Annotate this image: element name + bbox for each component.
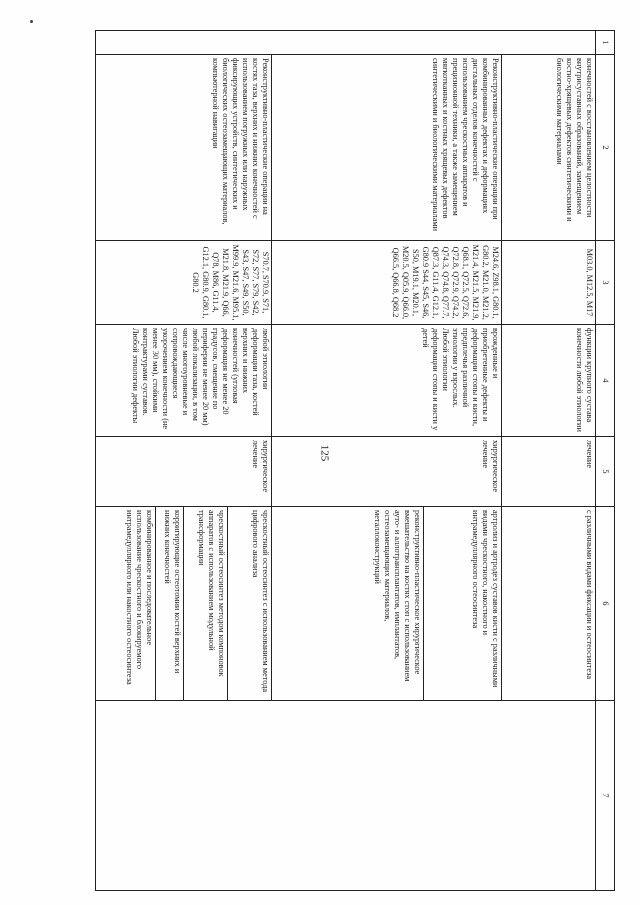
rotated-table-wrapper <box>95 30 615 890</box>
cell-method: Реконструктивно-пластические операции на костях таза, верхних и нижних конечностей с использованием погружных или наружных фиксирующих устройств, синтетических и биологических остеозамещающих материалов, компьютерной навигации <box>96 55 272 241</box>
cell-col7 <box>96 701 596 891</box>
cell-treatment-method: комбинированное и последовательное использование чрескостного и блокируемого интрамедуллярного или накостного остеосинтеза <box>96 507 156 701</box>
cell-col1 <box>96 31 596 55</box>
header-col-1: 1 <box>596 31 615 55</box>
cell-treatment-type: хирургическое лечение <box>272 437 502 507</box>
cell-treatment-method: корригирующие остеотомии костей верхних и нижних конечностей <box>156 507 184 701</box>
cell-method: конечностей с восстановлением целостности внутрисуставных образований, замещением костно-хрящевых дефектов синтетическими и биологическими материалами <box>502 55 596 241</box>
cell-condition: любой этиологии деформации таза, костей верхних и нижних конечностей (угловая деформация не менее 20 градусов, смещение по периферии не менее 20 мм) любой локализации, в том числе многоуровневые и сопровождающиеся укорочением конечности (не менее 30 мм), стойкими контрактурами суставов. Любой этиологии дефекты <box>96 325 272 437</box>
cell-treatment-type: хирургическое лечение <box>96 437 272 507</box>
cell-condition: врожденные и приобретенные дефекты и деформации стопы и кисти, предплечья различной этиологии у взрослых. Любой этиологии деформации стопы и кисти у детей <box>272 325 502 437</box>
header-row <box>596 31 615 891</box>
cell-icd-codes: M03.0, M12.5, M17 <box>502 241 596 325</box>
header-col-7: 7 <box>596 701 615 891</box>
header-col-2: 2 <box>596 55 615 241</box>
header-col-4: 4 <box>596 325 615 437</box>
table-row <box>502 31 596 891</box>
cell-treatment-method: чрескостный остеосинтез с использованием метода цифрового анализа <box>228 507 272 701</box>
cell-treatment-type: лечение <box>502 437 596 507</box>
cell-treatment-method: реконструктивно-пластическое хирургическое вмешательство на костях стоп с использованием ауто- и аллотрансплантатов, имплантатов, остеозамещающих материалов, металлоконструкций <box>272 507 424 701</box>
cell-icd-codes: S70.7, S70.9, S71, S72, S77, S79, S42, S43, S47, S49, S50, M99.9, M21.6, M95.1, M21.8, M21.9, Q66, Q78, M86, G11.4, G12.1, G80.9, G80.1, G80.2 <box>96 241 272 325</box>
scan-speck <box>30 20 33 23</box>
page-number: 125 <box>318 444 331 462</box>
medical-care-table <box>95 30 615 891</box>
header-col-3: 3 <box>596 241 615 325</box>
cell-condition: функции крупного сустава конечности любой этиологии <box>502 325 596 437</box>
cell-treatment-method: с различными видами фиксации и остеосинтеза <box>502 507 596 701</box>
header-col-6: 6 <box>596 507 615 701</box>
cell-icd-codes: M24.6, Z98.1, G80.1, G80.2, M21.0, M21.2, M21.4, M21.5, M21.9, Q68.1, Q72.5, Q72.6, Q72.8, Q72.9, Q74.2, Q74.3, Q74.8, Q77.7, Q87.3, G11.4, G12.1, G80.9 S44, S45, S46, S50, M19.1, M20.1, M20.5, Q05.9, Q66.0, Q66.5, Q66.8, Q68.2 <box>272 241 502 325</box>
cell-treatment-method: артролиз и артродез суставов кисти с различными видами чрескостного, накостного и интрамедуллярного остеосинтеза <box>424 507 502 701</box>
cell-treatment-method: чрескостный остеосинтез методом компоновок аппаратов с использованием модульной трансформации <box>184 507 228 701</box>
header-col-5: 5 <box>596 437 615 507</box>
cell-method: Реконструктивно-пластические операции при комбинированных дефектах и деформациях дистальных отделов конечностей с использованием чрескостных аппаратов и прецизионной техники, а также замещением мягкотканных и костных хрящевых дефектов синтетическими и биологическими материалами <box>272 55 502 241</box>
